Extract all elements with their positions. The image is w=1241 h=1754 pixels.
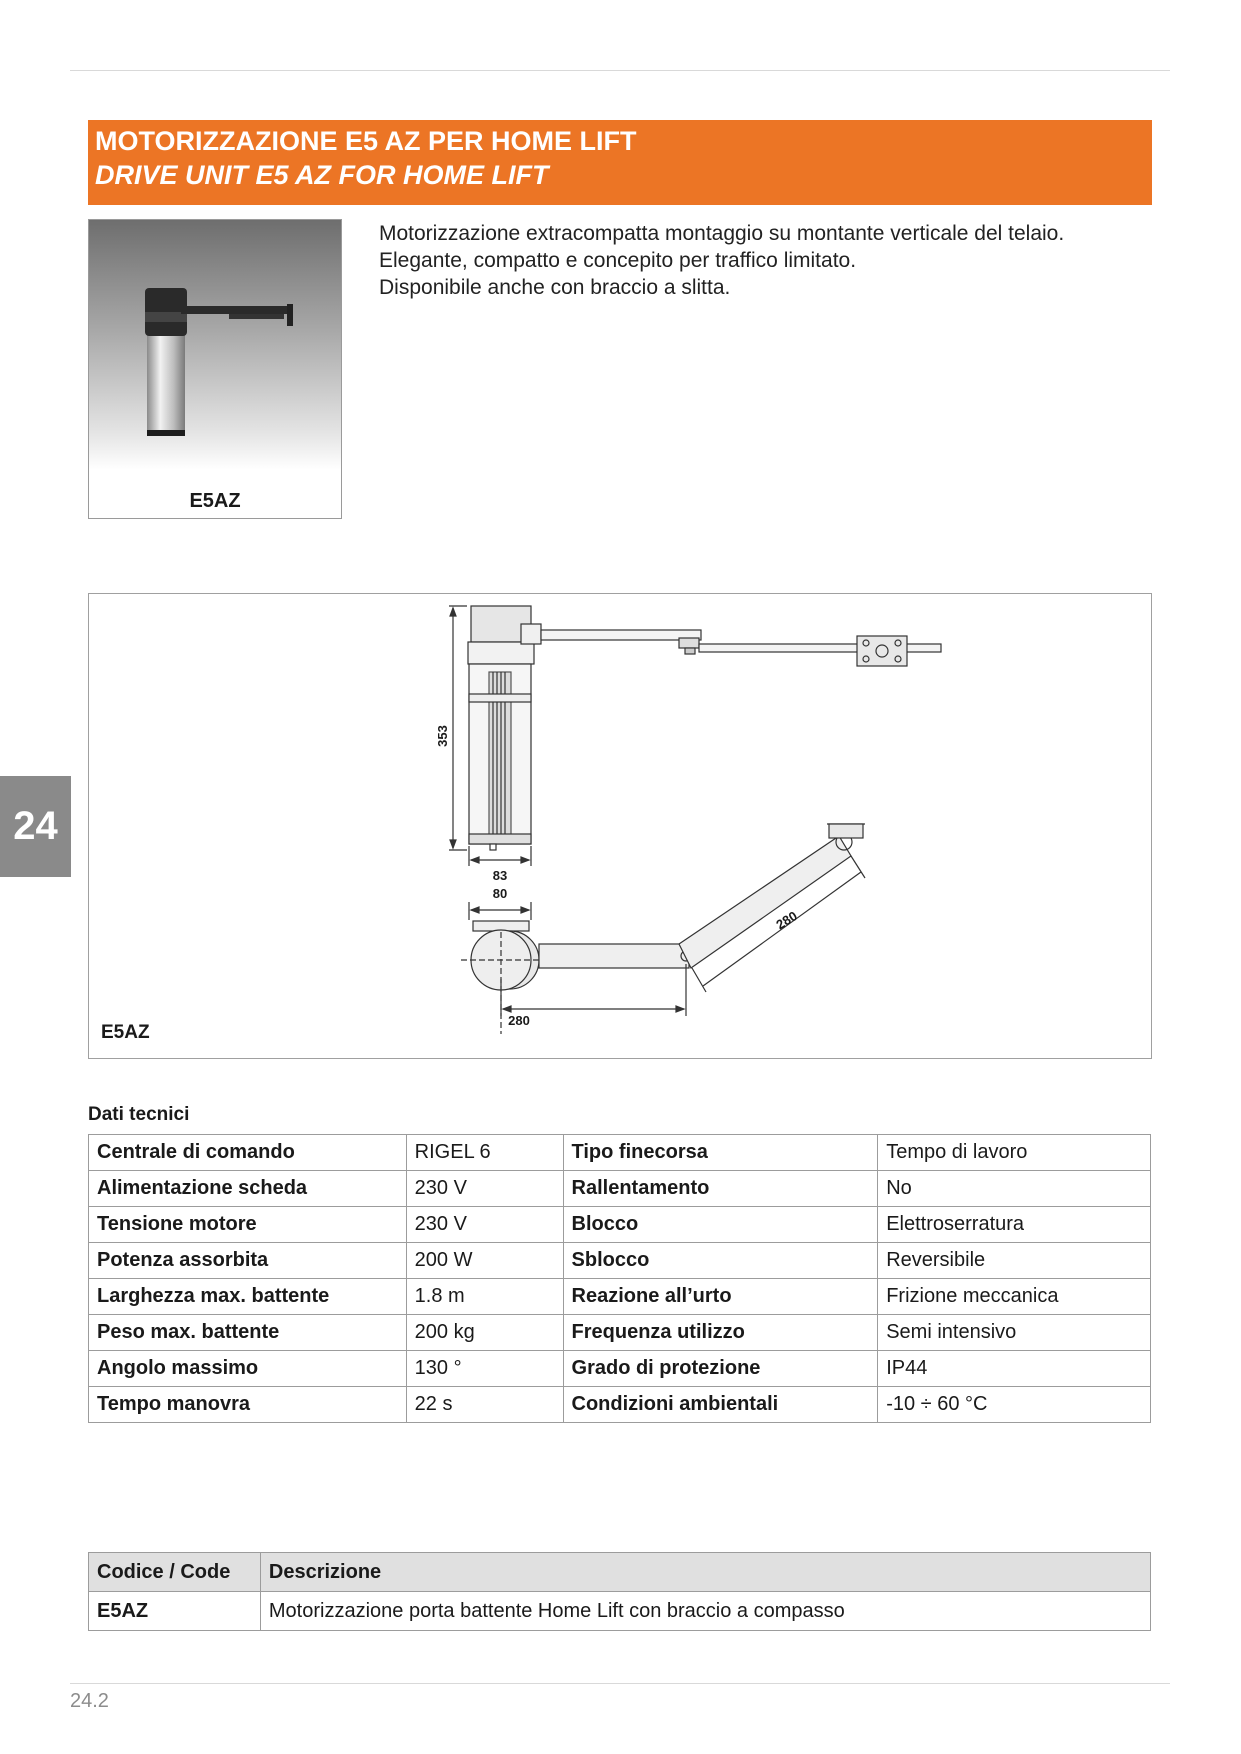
dim-width-side: 83 xyxy=(492,868,508,883)
operator-render xyxy=(89,220,341,470)
table-row xyxy=(89,1171,1151,1207)
dim-height: 353 xyxy=(435,725,450,747)
arm-lower-1 xyxy=(539,944,689,968)
spec-key: Grado di protezione xyxy=(563,1351,878,1387)
spec-value: 230 V xyxy=(406,1207,563,1243)
specs-title: Dati tecnici xyxy=(88,1104,190,1125)
spec-key: Potenza assorbita xyxy=(89,1243,407,1279)
table-row xyxy=(89,1243,1151,1279)
table-row xyxy=(89,1351,1151,1387)
dim-width-top: 80 xyxy=(492,886,508,901)
spec-key: Tempo manovra xyxy=(89,1387,407,1423)
table-row xyxy=(89,1207,1151,1243)
spec-key: Rallentamento xyxy=(563,1171,878,1207)
spec-key: Alimentazione scheda xyxy=(89,1171,407,1207)
page-number: 24.2 xyxy=(70,1690,109,1712)
spec-key: Sblocco xyxy=(563,1243,878,1279)
arm-joint xyxy=(521,624,541,644)
dim-arm-1: 280 xyxy=(508,1013,530,1028)
spec-value: Reversibile xyxy=(878,1243,1151,1279)
dim-arm-2: 280 xyxy=(773,908,800,933)
spec-value: Frizione meccanica xyxy=(878,1279,1151,1315)
spec-key: Centrale di comando xyxy=(89,1135,407,1171)
spec-key: Blocco xyxy=(563,1207,878,1243)
technical-drawing xyxy=(88,593,1152,1059)
product-description: Motorizzazione porta battente Home Lift con braccio a compasso xyxy=(260,1592,1150,1631)
drawing-label: E5AZ xyxy=(101,1022,150,1043)
table-row xyxy=(89,1279,1151,1315)
spec-key: Frequenza utilizzo xyxy=(563,1315,878,1351)
spec-value: 200 kg xyxy=(406,1315,563,1351)
spec-key: Larghezza max. battente xyxy=(89,1279,407,1315)
column-header-code: Codice / Code xyxy=(89,1553,261,1592)
spec-value: Elettroserratura xyxy=(878,1207,1151,1243)
product-photo xyxy=(88,219,342,519)
spec-value: 200 W xyxy=(406,1243,563,1279)
spec-value: Semi intensivo xyxy=(878,1315,1151,1351)
product-photo-label: E5AZ xyxy=(189,490,241,512)
table-row xyxy=(89,1387,1151,1423)
codes-table xyxy=(88,1552,1151,1631)
specs-table xyxy=(88,1134,1151,1423)
table-header-row xyxy=(89,1553,1151,1592)
table-row xyxy=(89,1135,1151,1171)
spec-value: RIGEL 6 xyxy=(406,1135,563,1171)
description-line: Motorizzazione extracompatta montaggio su montante verticale del telaio. xyxy=(379,222,1065,245)
product-photo-image xyxy=(89,220,341,470)
spec-key: Angolo massimo xyxy=(89,1351,407,1387)
motor-neck xyxy=(468,642,534,664)
spec-value: IP44 xyxy=(878,1351,1151,1387)
column-header-description: Descrizione xyxy=(260,1553,1150,1592)
spec-key: Tensione motore xyxy=(89,1207,407,1243)
spec-value: Tempo di lavoro xyxy=(878,1135,1151,1171)
spec-key: Peso max. battente xyxy=(89,1315,407,1351)
table-row xyxy=(89,1592,1151,1631)
top-rule xyxy=(70,70,1170,71)
bottom-rule xyxy=(70,1683,1170,1684)
arm-upper-1 xyxy=(541,630,701,640)
description-line: Elegante, compatto e concepito per traffico limitato. xyxy=(379,249,857,272)
spec-value: 1.8 m xyxy=(406,1279,563,1315)
product-code: E5AZ xyxy=(89,1592,261,1631)
title-english: DRIVE UNIT E5 AZ FOR HOME LIFT xyxy=(95,160,549,190)
spec-value: 22 s xyxy=(406,1387,563,1423)
spec-key: Reazione all’urto xyxy=(563,1279,878,1315)
spec-key: Tipo finecorsa xyxy=(563,1135,878,1171)
spec-value: 130 ° xyxy=(406,1351,563,1387)
drawing-svg xyxy=(89,594,1151,1058)
spec-value: No xyxy=(878,1171,1151,1207)
title-bar xyxy=(88,120,1152,205)
table-row xyxy=(89,1315,1151,1351)
description-line: Disponibile anche con braccio a slitta. xyxy=(379,276,731,299)
title-italian: MOTORIZZAZIONE E5 AZ PER HOME LIFT xyxy=(95,126,637,156)
spec-value: -10 ÷ 60 °C xyxy=(878,1387,1151,1423)
spec-value: 230 V xyxy=(406,1171,563,1207)
arm-lower-2 xyxy=(679,836,851,968)
spec-key: Condizioni ambientali xyxy=(563,1387,878,1423)
chapter-tab: 24 xyxy=(0,776,71,877)
product-description xyxy=(379,220,1064,301)
